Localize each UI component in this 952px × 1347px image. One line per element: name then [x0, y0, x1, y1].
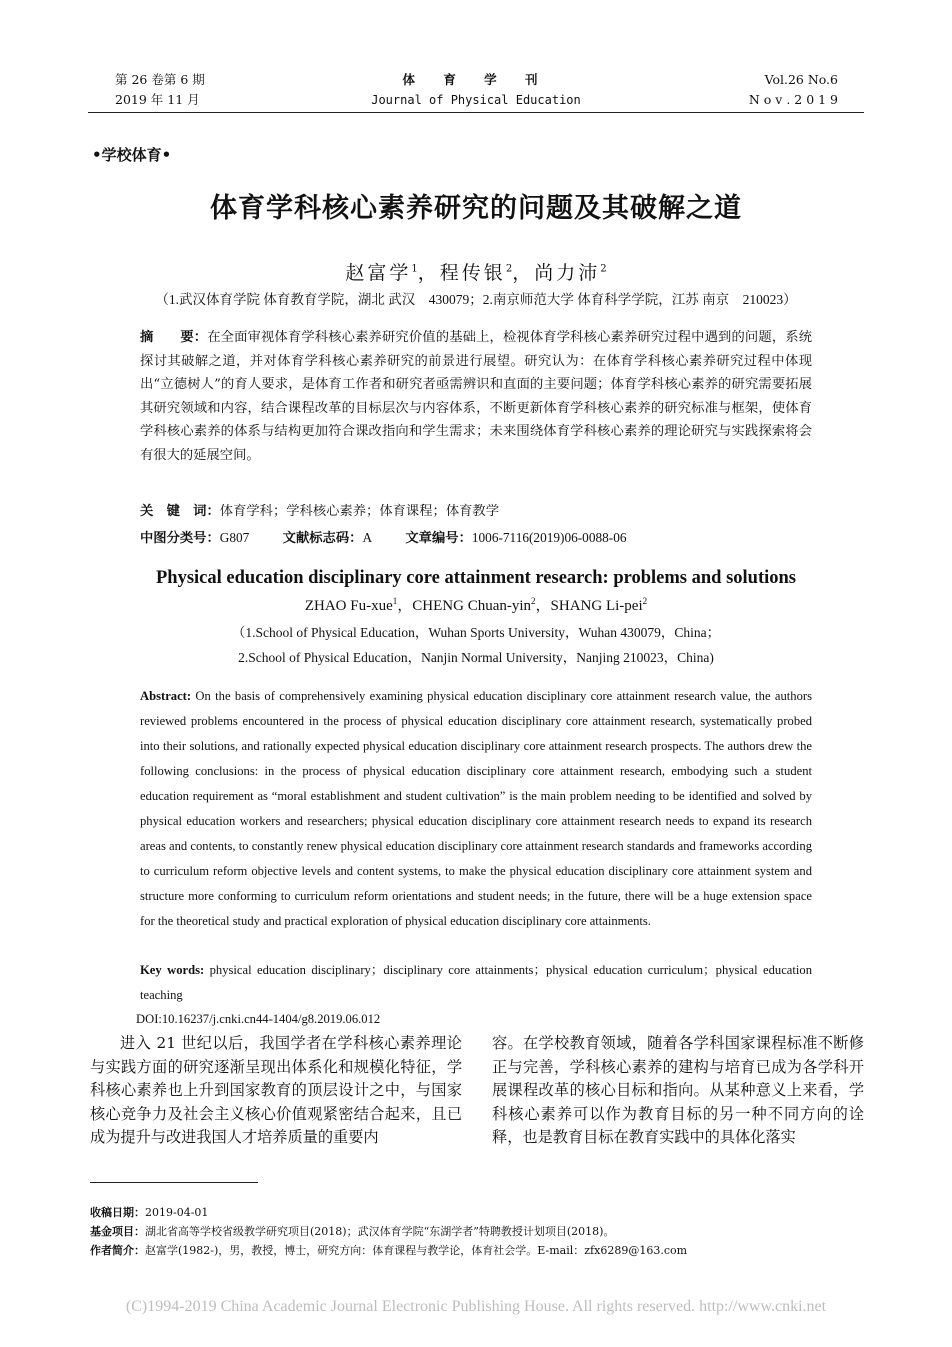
doi: DOI:10.16237/j.cnki.cn44-1404/g8.2019.06.012 [136, 1012, 381, 1026]
author-name: 赵富学 [345, 262, 412, 284]
author-mark: 2 [505, 263, 513, 275]
affiliation-en-line: （1.School of Physical Education，Wuhan Sports University，Wuhan 430079，China； [231, 625, 721, 640]
author-mark-en: 2 [531, 596, 536, 606]
abstract-label-cn: 摘 要： [140, 330, 208, 345]
keywords-text-en: physical education disciplinary；disciplinary core attainments；physical education curriculum；physical education teaching [140, 963, 812, 1002]
footnote-text: 2019-04-01 [145, 1206, 209, 1219]
author-name-en: CHENG Chuan-yin [412, 598, 532, 614]
author-mark-en: 2 [642, 596, 648, 606]
header-rule [88, 112, 864, 113]
journal-name-cn: 体 育 学 刊 [402, 72, 550, 87]
section-tag: •学校体育• [92, 146, 172, 164]
footnote-received [90, 1204, 870, 1221]
doc-code-value: A [362, 530, 373, 545]
abstract-en [140, 684, 812, 934]
keywords-cn [140, 501, 812, 523]
doc-code-label: 文献标志码： [282, 531, 363, 546]
date-cn: 2019 年 11 月 [115, 92, 200, 107]
keywords-text-cn: 体育学科；学科核心素养；体育课程；体育教学 [219, 504, 500, 519]
authors-cn: 赵富学$^1$，程传银$^2$，尚力沛$^2$ [345, 262, 607, 284]
footnote-label: 作者简介： [90, 1244, 145, 1257]
volume-issue: 第 26 卷第 6 期 [115, 72, 205, 87]
volume-en: Vol.26 No.6 [764, 72, 838, 87]
footnote-text: 湖北省高等学校省级教学研究项目(2018)；武汉体育学院“东湖学者”特聘教授计划项目(2018)。 [145, 1225, 615, 1238]
author-name-en: SHANG Li-pei [550, 598, 643, 614]
header-right [749, 70, 838, 110]
abstract-text-en: On the basis of comprehensively examining physical education disciplinary core attainment research value, the authors reviewed problems encountered in the process of physical education disciplinary core attainment research, systematically probed into their solutions, and rationally expected physical education disciplinary core attainment research prospects. The authors drew the following conclusions: in the process of physical education disciplinary core attainment research, embodying such a student education requirement as “moral establishment and student cultivation” is the main problem needing to be identified and solved by physical education workers and researchers; physical education disciplinary core attainment research needs to expand its research areas and contents, to constantly renew physical education disciplinary core attainment research standards and frameworks according to curriculum reform objective levels and content systems, to make the physical education disciplinary core attainment system and structure more conforming to curriculum reform orientations and student needs; in the future, there will be a huge extension space for the theoretical study and practical exploration of physical education disciplinary core attainments. [140, 689, 812, 928]
affiliation-en-line: 2.School of Physical Education，Nanjin Normal University，Nanjing 210023，China) [238, 650, 714, 665]
article-number-value: 1006-7116(2019)06-0088-06 [471, 530, 627, 545]
keywords-label-cn: 关 键 词： [140, 504, 220, 519]
affiliations-cn: （1.武汉体育学院 体育教育学院，湖北 武汉 430079；2.南京师范大学 体育科学学院，江苏 南京 210023） [155, 292, 797, 307]
author-name-en: ZHAO Fu-xue [304, 598, 393, 614]
affiliations-en [0, 620, 952, 670]
date-en: N o v . 2 0 1 9 [748, 92, 838, 107]
classification-line [140, 527, 812, 550]
author-mark: 1 [411, 263, 418, 275]
author-mark-en: 1 [392, 596, 398, 606]
abstract-cn [140, 326, 812, 467]
abstract-label-en: Abstract: [140, 689, 192, 703]
footnote-rule [90, 1182, 258, 1183]
copyright-watermark: (C)1994-2019 China Academic Journal Electronic Publishing House. All rights reserved. http://www.cnki.net [125, 1298, 827, 1315]
clc-label: 中图分类号： [140, 531, 220, 546]
article-title-en: Physical education disciplinary core attainment research: problems and solutions [156, 568, 796, 588]
author-name: 程传银 [439, 262, 506, 284]
abstract-text-cn: 在全面审视体育学科核心素养研究价值的基础上，检视体育学科核心素养研究过程中遇到的问题，系统探讨其破解之道，并对体育学科核心素养研究的前景进行展望。研究认为：在体育学科核心素养研究过程中体现出“立德树人”的育人要求，是体育工作者和研究者亟需辨识和直面的主要问题；体育学科核心素养的研究需要拓展其研究领域和内容，结合课程改革的目标层次与内容体系，不断更新体育学科核心素养的研究标准与框架，使体育学科核心素养的体系与结构更加符合课改指向和学生需求；未来围绕体育学科核心素养的理论研究与实践探索将会有很大的延展空间。 [140, 330, 813, 463]
keywords-en [140, 958, 812, 1008]
author-name: 尚力沛 [534, 262, 601, 284]
footnote-funding [90, 1223, 870, 1240]
article-title-cn: 体育学科核心素养研究的问题及其破解之道 [210, 193, 742, 224]
journal-name-en: Journal of Physical Education [371, 93, 581, 107]
author-mark: 2 [600, 263, 607, 275]
keywords-label-en: Key words: [140, 963, 205, 977]
footnote-author-bio [90, 1242, 870, 1259]
footnote-label: 基金项目： [90, 1225, 145, 1238]
footnote-label: 收稿日期： [90, 1206, 145, 1219]
clc-value: G807 [219, 530, 250, 545]
body-column-right: 容。在学校教育领域，随着各学科国家课程标准不断修正与完善，学科核心素养的建构与培育已成为各学科开展课程改革的核心目标和指向。从某种意义上来看，学科核心素养可以作为教育目标的另一种不同方向的诠释，也是教育目标在教育实践中的具体化落实 [492, 1034, 864, 1147]
authors-en: ZHAO Fu-xue$^1$，CHENG Chuan-yin$^2$，SHANG Li-pei$^2$ [304, 596, 648, 614]
article-number-label: 文章编号： [405, 531, 472, 546]
footnote-text: 赵富学(1982-)，男，教授，博士，研究方向：体育课程与教学论，体育社会学。E-mail：zfx6289@163.com [145, 1244, 688, 1257]
body-column-left: 进入 21 世纪以后，我国学者在学科核心素养理论与实践方面的研究逐渐呈现出体系化和规模化特征，学科核心素养也上升到国家教育的顶层设计之中，与国家核心竞争力及社会主义核心价值观紧密结合起来，且已成为提升与改进我国人才培养质量的重要内 [90, 1034, 462, 1147]
